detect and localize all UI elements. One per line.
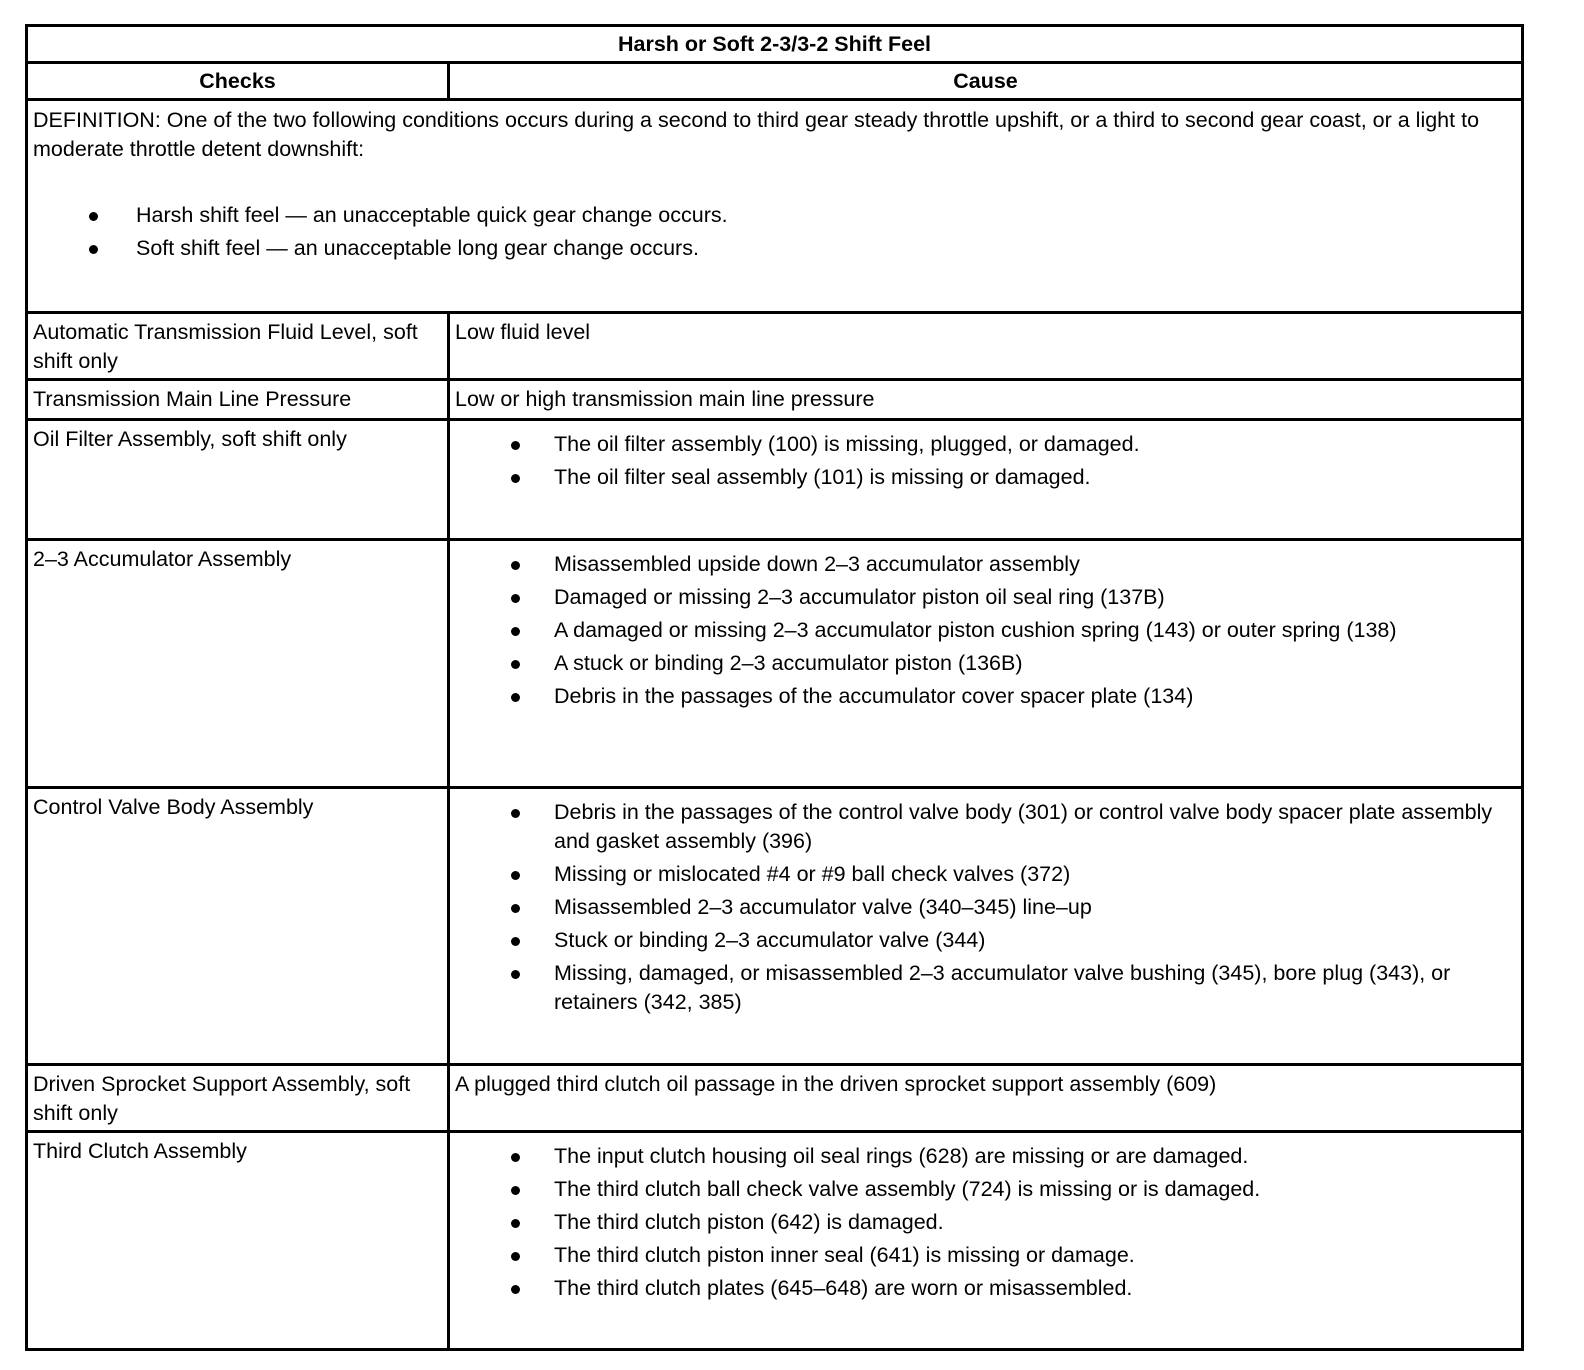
cause-item: Missing, damaged, or misassembled 2–3 accumulator valve bushing (345), bore plug (343), or retainers (342, 385) (455, 959, 1516, 1017)
bullet-icon (511, 1186, 520, 1195)
cause-item: Stuck or binding 2–3 accumulator valve (344) (455, 926, 1516, 955)
check-cell: Automatic Transmission Fluid Level, soft shift only (27, 313, 449, 380)
cause-item: Misassembled upside down 2–3 accumulator assembly (455, 550, 1516, 579)
bullet-icon (511, 561, 520, 570)
column-header-cause: Cause (449, 63, 1523, 100)
cause-item: The oil filter seal assembly (101) is missing or damaged. (455, 463, 1516, 492)
bullet-icon (511, 937, 520, 946)
check-cell: Driven Sprocket Support Assembly, soft shift only (27, 1065, 449, 1132)
cause-item: The third clutch ball check valve assembly (724) is missing or is damaged. (455, 1175, 1516, 1204)
cause-item: The oil filter assembly (100) is missing, plugged, or damaged. (455, 430, 1516, 459)
cause-list (455, 798, 1516, 1017)
table-row (27, 380, 1523, 420)
cause-item: A damaged or missing 2–3 accumulator piston cushion spring (143) or outer spring (138) (455, 616, 1516, 645)
cause-item: The third clutch piston inner seal (641) is missing or damage. (455, 1241, 1516, 1270)
bullet-icon (511, 871, 520, 880)
bullet-icon (511, 474, 520, 483)
bullet-icon (511, 693, 520, 702)
cause-item: Debris in the passages of the accumulator cover spacer plate (134) (455, 682, 1516, 711)
bullet-icon (511, 441, 520, 450)
bullet-icon (511, 1219, 520, 1228)
cause-cell (449, 788, 1523, 1065)
cause-item: Damaged or missing 2–3 accumulator piston oil seal ring (137B) (455, 583, 1516, 612)
check-cell: Third Clutch Assembly (27, 1132, 449, 1350)
bullet-icon (511, 970, 520, 979)
check-cell: Control Valve Body Assembly (27, 788, 449, 1065)
definition-list (33, 201, 1515, 263)
bullet-icon (511, 594, 520, 603)
cause-cell (449, 540, 1523, 788)
cause-item: The third clutch plates (645–648) are worn or misassembled. (455, 1274, 1516, 1303)
cause-item: A stuck or binding 2–3 accumulator piston (136B) (455, 649, 1516, 678)
definition-text: DEFINITION: One of the two following conditions occurs during a second to third gear steady throttle upshift, or a third to second gear coast, or a light to moderate throttle detent downshift: (33, 108, 1480, 161)
bullet-icon (89, 245, 98, 254)
cause-cell (449, 1132, 1523, 1350)
table-row (27, 1065, 1523, 1132)
cause-item: Misassembled 2–3 accumulator valve (340–345) line–up (455, 893, 1516, 922)
check-cell: Oil Filter Assembly, soft shift only (27, 420, 449, 540)
cause-item: Missing or mislocated #4 or #9 ball check valves (372) (455, 860, 1516, 889)
bullet-icon (511, 904, 520, 913)
bullet-icon (511, 627, 520, 636)
bullet-icon (89, 212, 98, 221)
cause-list (455, 550, 1516, 711)
cause-list (455, 430, 1516, 492)
bullet-icon (511, 660, 520, 669)
table-title: Harsh or Soft 2-3/3-2 Shift Feel (27, 26, 1523, 63)
definition-row (27, 100, 1523, 313)
definition-item: Harsh shift feel — an unacceptable quick gear change occurs. (33, 201, 1515, 230)
check-cell: 2–3 Accumulator Assembly (27, 540, 449, 788)
table-row (27, 788, 1523, 1065)
definition-cell (27, 100, 1523, 313)
bullet-icon (511, 1153, 520, 1162)
cause-cell: Low fluid level (449, 313, 1523, 380)
bullet-icon (511, 1252, 520, 1261)
cause-cell (449, 420, 1523, 540)
table-row (27, 1132, 1523, 1350)
cause-cell: Low or high transmission main line pressure (449, 380, 1523, 420)
table-row (27, 540, 1523, 788)
cause-cell: A plugged third clutch oil passage in the driven sprocket support assembly (609) (449, 1065, 1523, 1132)
check-cell: Transmission Main Line Pressure (27, 380, 449, 420)
bullet-icon (511, 809, 520, 818)
cause-item: Debris in the passages of the control valve body (301) or control valve body spacer plate assembly and gasket assembly (396) (455, 798, 1516, 856)
definition-item: Soft shift feel — an unacceptable long gear change occurs. (33, 234, 1515, 263)
column-header-checks: Checks (27, 63, 449, 100)
cause-item: The input clutch housing oil seal rings (628) are missing or are damaged. (455, 1142, 1516, 1171)
cause-list (455, 1142, 1516, 1303)
bullet-icon (511, 1285, 520, 1294)
diagnostic-table (25, 24, 1524, 1351)
table-row (27, 313, 1523, 380)
header-row (27, 63, 1523, 100)
cause-item: The third clutch piston (642) is damaged. (455, 1208, 1516, 1237)
title-row (27, 26, 1523, 63)
table-row (27, 420, 1523, 540)
